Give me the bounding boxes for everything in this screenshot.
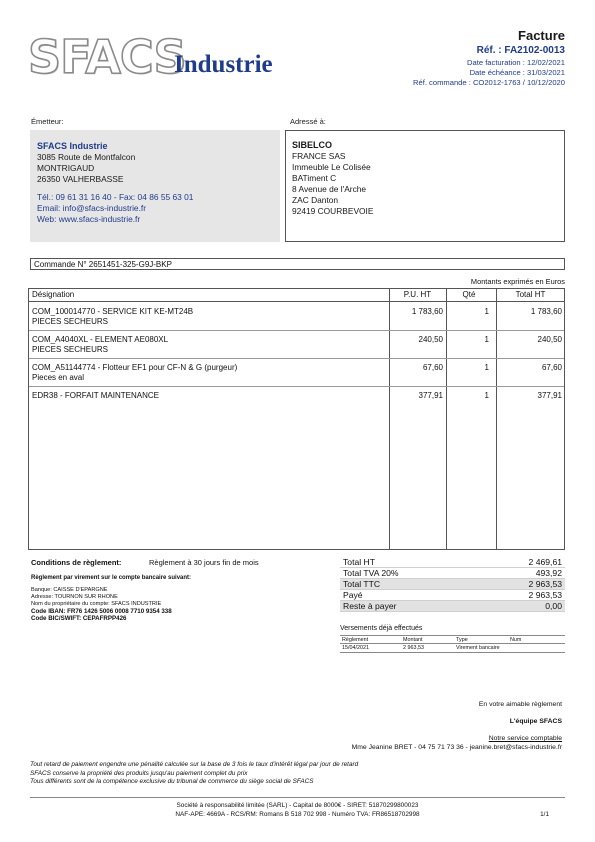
header-qte: Qté (462, 290, 476, 299)
emitter-web[interactable]: Web: www.sfacs-industrie.fr (37, 214, 141, 224)
table-row (29, 359, 564, 387)
item-qte: 1 (484, 335, 489, 344)
payments-header-montant: Montant (403, 637, 423, 643)
total-value: 493,92 (535, 568, 562, 578)
item-category: PIECES SECHEURS (32, 345, 109, 354)
totals-block (340, 557, 565, 612)
emitter-line: 26350 VALHERBASSE (37, 174, 124, 184)
item-pu: 240,50 (418, 335, 443, 344)
closing-greeting: En votre aimable règlement (478, 701, 562, 708)
item-qte: 1 (484, 307, 489, 316)
recipient-name: SIBELCO (292, 140, 333, 150)
emitter-email[interactable]: Email: info@sfacs-industrie.fr (37, 203, 147, 213)
closing-service: Notre service comptable (488, 735, 562, 742)
item-qte: 1 (484, 391, 489, 400)
logo-brand: SFACS (28, 30, 186, 84)
total-row (340, 601, 565, 612)
total-label: Total TTC (343, 579, 381, 589)
payments-title: Versements déjà effectués (340, 625, 423, 632)
item-pu: 67,60 (422, 363, 443, 372)
emitter-name: SFACS Industrie (37, 141, 108, 151)
payments-header-reglement: Règlement (342, 637, 369, 643)
emitter-line: MONTRIGAUD (37, 163, 95, 173)
payment-type: Virement bancaire (456, 645, 500, 651)
conditions-label: Conditions de règlement: (31, 558, 122, 567)
company-logo (28, 30, 288, 86)
item-category: Pieces en aval (32, 373, 85, 382)
total-row (340, 590, 565, 601)
legal-line: Tout retard de paiement engendre une pénalité calculée sur la base de 3 fois le taux d'intérêt légal par jour de retard (30, 761, 359, 768)
header-total: Total HT (515, 290, 546, 299)
recipient-box (285, 130, 565, 242)
payment-row (340, 644, 565, 652)
payments-header-type: Type (456, 637, 468, 643)
item-total: 377,91 (537, 391, 562, 400)
header-pu: P.U. HT (403, 290, 432, 299)
item-pu: 1 783,60 (411, 307, 443, 316)
item-designation: COM_A4040XL - ELEMENT AE080XL (32, 335, 169, 344)
emitter-phone: Tél.: 09 61 31 16 40 - Fax: 04 86 55 63 01 (37, 192, 194, 202)
recipient-line: FRANCE SAS (292, 151, 346, 161)
payment-amount: 2 963,53 (403, 645, 424, 651)
total-value: 2 963,53 (528, 590, 562, 600)
recipient-line: 92419 COURBEVOIE (292, 206, 374, 216)
recipient-line: BATiment C (292, 173, 337, 183)
payment-date: 15/04/2021 (342, 645, 369, 651)
invoice-ref: Réf. : FA2102-0013 (476, 45, 565, 56)
item-designation: COM_100014770 - SERVICE KIT KE-MT24B (32, 307, 194, 316)
footer-line: Société à responsabilité limitée (SARL) - Capital de 8000€ - SIRET: 51870299800023 (176, 802, 419, 809)
item-qte: 1 (484, 363, 489, 372)
footer-line: NAF-APE: 4669A - RCS/RM: Romans B 518 702 998 - Numéro TVA: FR86518702998 (175, 811, 420, 818)
total-label: Payé (343, 590, 363, 600)
items-table (28, 288, 565, 550)
total-row (340, 557, 565, 568)
payments-header-num: Num (510, 637, 522, 643)
legal-line: Tous différents sont de la compétence exclusive du tribunal de commerce du siège social de SFACS (30, 778, 314, 786)
payments-table (340, 635, 565, 653)
closing-contact: Mme Jeanine BRET - 04 75 71 73 36 - jeanine.bret@sfacs-industrie.fr (351, 744, 562, 751)
invoice-header (413, 28, 565, 88)
currency-note: Montants exprimés en Euros (470, 277, 565, 286)
table-header (29, 289, 564, 302)
total-label: Total TVA 20% (343, 568, 399, 578)
company-footer (30, 797, 565, 819)
logo-sub: Industrie (174, 51, 273, 78)
legal-notice (30, 761, 358, 787)
item-pu: 377,91 (418, 391, 443, 400)
date-echeance: Date échéance : 31/03/2021 (469, 68, 565, 77)
total-row (340, 568, 565, 579)
page-number: 1/1 (540, 811, 549, 818)
recipient-label: Adressé à: (290, 117, 326, 126)
payments-header (340, 636, 565, 644)
item-designation: COM_A51144774 - Flotteur EF1 pour CF-N & G (purgeur) (32, 363, 238, 372)
total-label: Total HT (343, 557, 375, 567)
closing-team: L'équipe SFACS (509, 718, 562, 725)
total-value: 0,00 (545, 601, 562, 611)
total-value: 2 963,53 (528, 579, 562, 589)
recipient-line: 8 Avenue de l'Arche (292, 184, 367, 194)
emitter-line: 3085 Route de Montfalcon (37, 152, 136, 162)
item-category: PIECES SECHEURS (32, 317, 109, 326)
bic: Code BIC/SWIFT: CEPAFRPP426 (31, 615, 127, 622)
emitter-label: Émetteur: (31, 117, 64, 126)
table-row (29, 303, 564, 331)
legal-line: SFACS conserve la propriété des produits jusqu'au paiement complet du prix (30, 769, 248, 777)
virement-label: Règlement par virement sur le compte bancaire suivant: (31, 575, 192, 581)
table-row (29, 331, 564, 359)
total-label: Reste à payer (343, 601, 397, 611)
header-designation: Désignation (32, 290, 75, 299)
recipient-line: Immeuble Le Colisée (292, 162, 371, 172)
item-total: 1 783,60 (530, 307, 562, 316)
date-facturation: Date facturation : 12/02/2021 (467, 58, 565, 67)
item-designation: EDR38 - FORFAIT MAINTENANCE (32, 391, 159, 400)
invoice-title: Facture (518, 28, 565, 43)
conditions-value: Règlement à 30 jours fin de mois (149, 558, 259, 567)
total-row (340, 579, 565, 590)
account-owner: Nom du propriétaire du compte: SFACS INDUSTRIE (31, 601, 162, 607)
commande-number: Commande N° 2651451-325-G9J-BKP (30, 258, 565, 270)
item-total: 67,60 (541, 363, 562, 372)
recipient-line: ZAC Danton (292, 195, 339, 205)
iban: Code IBAN: FR76 1426 5006 0008 7710 9354 338 (31, 608, 172, 615)
payment-conditions (31, 558, 311, 622)
bank-address: Adresse: TOURNON SUR RHONE (31, 594, 118, 600)
total-value: 2 469,61 (528, 557, 562, 567)
payments-made (340, 625, 565, 653)
item-total: 240,50 (537, 335, 562, 344)
ref-commande: Réf. commande : CO2012-1763 / 10/12/2020 (413, 78, 565, 87)
bank-name: Banque: CAISSE D'EPARGNE (31, 587, 108, 593)
table-row (29, 387, 564, 405)
emitter-box (30, 130, 280, 242)
